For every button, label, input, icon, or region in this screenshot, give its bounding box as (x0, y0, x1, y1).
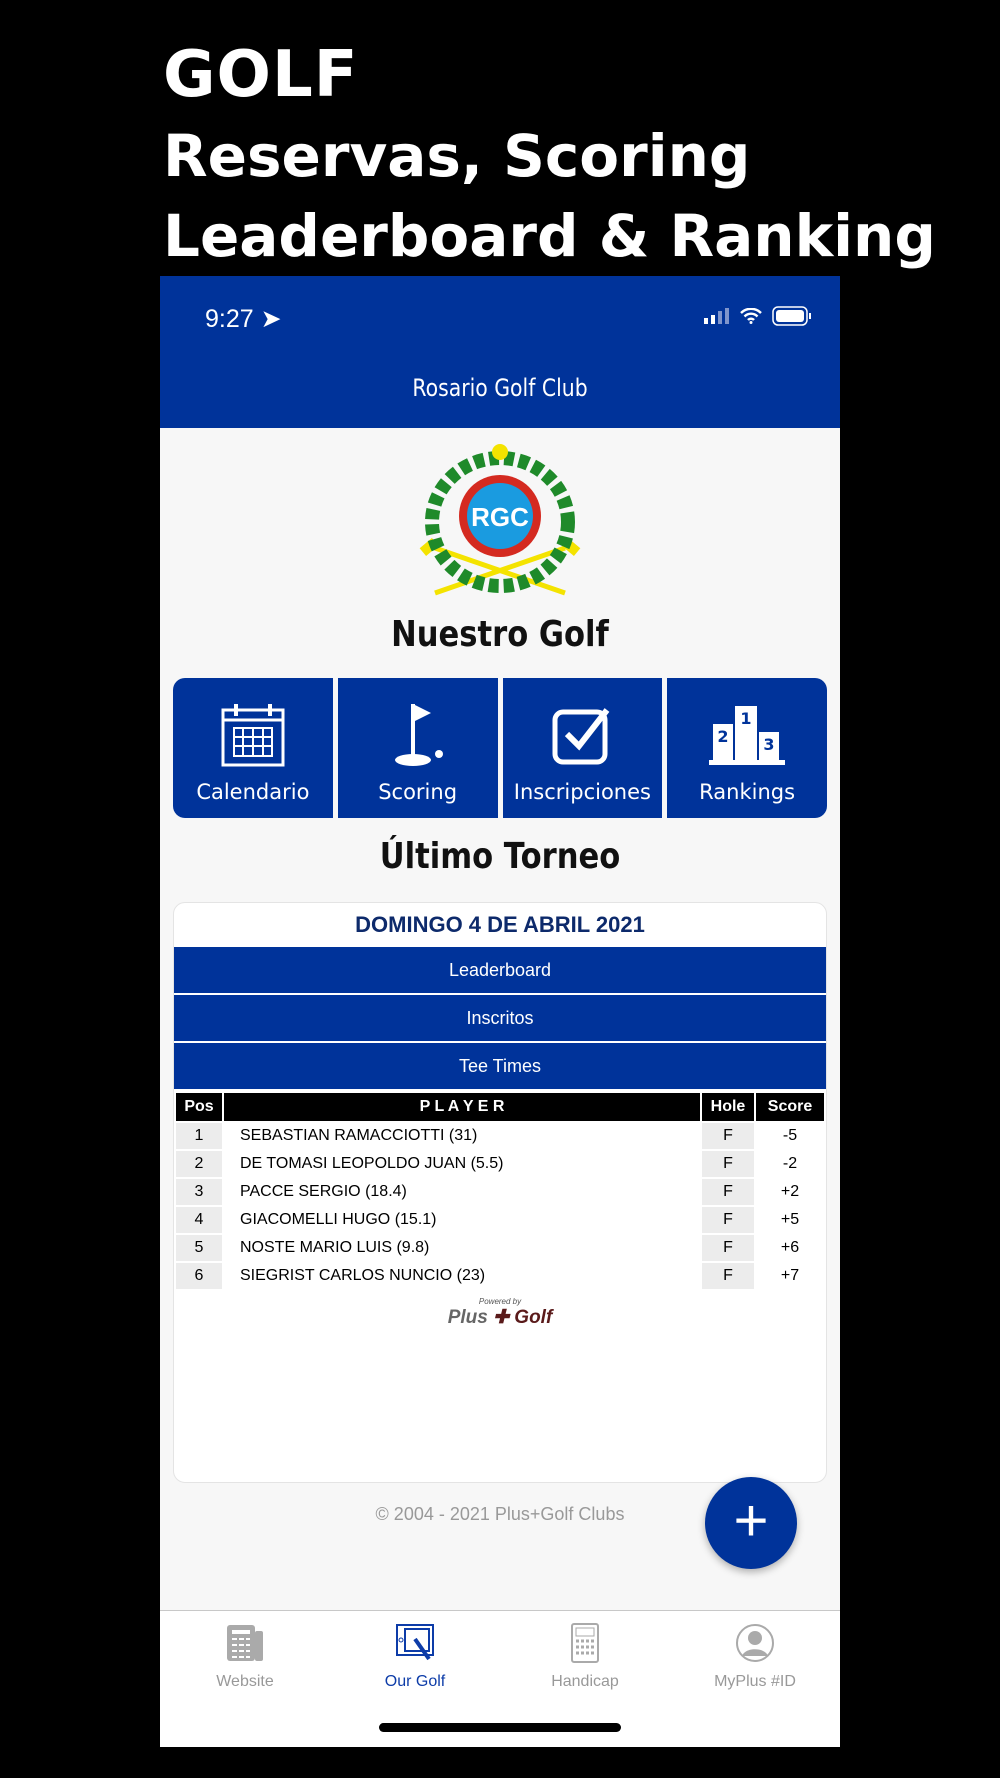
phone-screen (160, 276, 840, 1747)
table-row[interactable] (176, 1263, 824, 1289)
cell-hole: F (702, 1151, 754, 1177)
tab-label: Website (216, 1673, 274, 1690)
col-score: Score (756, 1093, 824, 1121)
cell-score: +2 (780, 1183, 800, 1200)
plus-cross-icon: ✚ (493, 1307, 510, 1328)
powered-by-logo (174, 1297, 826, 1329)
cell-score: -5 (782, 1127, 798, 1144)
calendario-button[interactable] (173, 678, 333, 818)
battery-icon (772, 306, 812, 326)
status-time (205, 304, 282, 334)
wifi-icon (740, 308, 762, 324)
copyright: © 2004 - 2021 Plus+Golf Clubs (375, 1504, 625, 1524)
cell-pos: 3 (176, 1179, 222, 1205)
add-button[interactable]: + (705, 1477, 797, 1569)
brand-golf: Golf (514, 1307, 553, 1328)
tab-label: Our Golf (384, 1673, 446, 1690)
signal-icon (704, 308, 730, 324)
cell-hole: F (702, 1207, 754, 1233)
inscripciones-label: Inscripciones (513, 780, 651, 804)
logo-text: RGC (471, 502, 529, 532)
calendar-icon (220, 702, 286, 768)
tab-website[interactable] (160, 1611, 330, 1747)
promo-title: GOLF (163, 38, 359, 112)
cell-score: +6 (780, 1239, 800, 1256)
app-header (160, 276, 840, 428)
table-row[interactable] (176, 1123, 824, 1149)
cell-player: NOSTE MARIO LUIS (9.8) (240, 1239, 430, 1256)
cell-player: GIACOMELLI HUGO (15.1) (240, 1211, 437, 1228)
cell-hole: F (702, 1235, 754, 1261)
tee-times-button[interactable]: Tee Times (174, 1043, 826, 1089)
table-row[interactable] (176, 1151, 824, 1177)
tab-myplus-id[interactable] (670, 1611, 840, 1747)
golf-flag-icon (385, 702, 451, 768)
calculator-icon (565, 1623, 605, 1663)
quick-actions (173, 678, 827, 818)
cell-player: SEBASTIAN RAMACCIOTTI (31) (240, 1127, 478, 1144)
table-row[interactable] (176, 1235, 824, 1261)
newspaper-icon (225, 1623, 265, 1663)
tournament-card (173, 902, 827, 1483)
inscritos-button[interactable]: Inscritos (174, 995, 826, 1041)
col-pos: Pos (176, 1093, 222, 1121)
promo-subtitle-1: Reservas, Scoring (163, 122, 751, 190)
section-title: Nuestro Golf (391, 614, 609, 655)
cell-pos: 2 (176, 1151, 222, 1177)
podium-icon (709, 702, 785, 768)
rankings-button[interactable] (667, 678, 827, 818)
time-text: 9:27 (205, 305, 254, 333)
cell-hole: F (702, 1179, 754, 1205)
cell-pos: 5 (176, 1235, 222, 1261)
rankings-label: Rankings (699, 780, 796, 804)
cell-pos: 6 (176, 1263, 222, 1289)
cell-hole: F (702, 1263, 754, 1289)
col-hole: Hole (702, 1093, 754, 1121)
cell-player: DE TOMASI LEOPOLDO JUAN (5.5) (240, 1155, 504, 1172)
cell-score: +5 (780, 1211, 800, 1228)
tournament-date: DOMINGO 4 DE ABRIL 2021 (355, 912, 645, 937)
home-indicator[interactable] (379, 1723, 621, 1732)
location-icon: ➤ (260, 305, 282, 333)
powered-by-text: Powered by (478, 1297, 522, 1306)
user-avatar-icon (735, 1623, 775, 1663)
checkbox-icon (549, 702, 615, 768)
cell-player: SIEGRIST CARLOS NUNCIO (23) (240, 1267, 486, 1284)
scoring-button[interactable] (338, 678, 498, 818)
tab-label: MyPlus #ID (714, 1673, 796, 1690)
tablet-pen-icon (395, 1623, 435, 1663)
scoring-label: Scoring (378, 780, 458, 804)
svg-text:3: 3 (763, 735, 775, 754)
svg-text:2: 2 (717, 727, 729, 746)
tab-label: Handicap (551, 1673, 619, 1690)
cell-score: +7 (780, 1267, 800, 1284)
club-logo (415, 438, 585, 598)
calendario-label: Calendario (196, 780, 310, 804)
inscripciones-button[interactable] (503, 678, 663, 818)
status-icons (704, 306, 812, 326)
brand-plus: Plus (447, 1307, 488, 1328)
last-tournament-title: Último Torneo (379, 836, 621, 877)
leaderboard-button[interactable]: Leaderboard (174, 947, 826, 993)
cell-player: PACCE SERGIO (18.4) (240, 1183, 407, 1200)
cell-score: -2 (782, 1155, 798, 1172)
table-row[interactable] (176, 1179, 824, 1205)
col-player: P L A Y E R (224, 1093, 700, 1121)
cell-hole: F (702, 1123, 754, 1149)
promo-subtitle-2: Leaderboard & Ranking (163, 202, 936, 270)
table-row[interactable] (176, 1207, 824, 1233)
leaderboard-table (174, 1091, 826, 1291)
cell-pos: 4 (176, 1207, 222, 1233)
cell-pos: 1 (176, 1123, 222, 1149)
svg-text:1: 1 (740, 709, 752, 728)
club-name: Rosario Golf Club (412, 374, 588, 402)
